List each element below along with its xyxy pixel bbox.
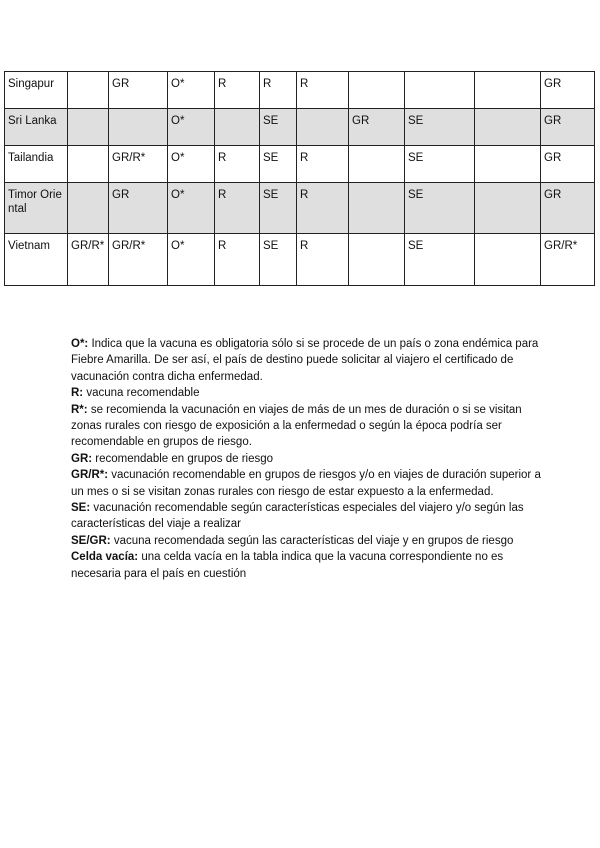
vaccine-cell xyxy=(405,72,475,109)
legend-text: Indica que la vacuna es obligatoria sólo si se procede de un país o zona endémica para Fiebre Amarilla. De ser así, el país de destino puede solicitar al viajero el certificado de vacunación contra dicha enfermedad. xyxy=(71,338,539,383)
vaccine-cell xyxy=(349,72,405,109)
legend xyxy=(71,336,541,582)
vaccine-cell: SE xyxy=(405,109,475,146)
legend-term: Celda vacía: xyxy=(71,551,139,564)
vaccine-cell xyxy=(297,109,349,146)
vaccine-cell: R xyxy=(297,234,349,286)
vaccine-cell: R xyxy=(215,72,260,109)
legend-text: recomendable en grupos de riesgo xyxy=(92,452,274,465)
vaccine-cell xyxy=(349,183,405,234)
legend-term: SE/GR: xyxy=(71,534,111,547)
vaccine-cell xyxy=(109,109,168,146)
vaccine-cell: GR xyxy=(349,109,405,146)
vaccine-cell: R xyxy=(297,146,349,183)
vaccine-cell: SE xyxy=(260,146,297,183)
vaccine-cell: O* xyxy=(168,72,215,109)
table-row xyxy=(5,72,595,109)
legend-item xyxy=(71,451,541,467)
vaccine-cell: SE xyxy=(260,234,297,286)
legend-term: SE: xyxy=(71,502,91,515)
legend-term: O*: xyxy=(71,338,89,350)
legend-item xyxy=(71,549,541,582)
legend-term: R: xyxy=(71,387,84,400)
vaccine-cell: O* xyxy=(168,183,215,234)
vaccine-cell: R xyxy=(260,72,297,109)
vaccine-cell xyxy=(349,146,405,183)
vaccine-cell: O* xyxy=(168,109,215,146)
table-row xyxy=(5,234,595,286)
legend-item xyxy=(71,500,541,533)
vaccine-cell: GR xyxy=(109,183,168,234)
country-cell: Timor Oriental xyxy=(5,183,68,234)
vaccine-cell: R xyxy=(297,72,349,109)
vaccine-cell: GR/R* xyxy=(109,146,168,183)
vaccine-cell: SE xyxy=(260,109,297,146)
country-cell: Vietnam xyxy=(5,234,68,286)
vaccine-cell: SE xyxy=(405,234,475,286)
vaccine-cell: GR xyxy=(109,72,168,109)
vaccine-cell: GR/R* xyxy=(541,234,595,286)
vaccine-cell: GR xyxy=(541,146,595,183)
vaccine-cell: GR xyxy=(541,72,595,109)
legend-text: se recomienda la vacunación en viajes de más de un mes de duración o si se visitan zonas rurales con riesgo de exposición a la enfermedad o según la época podría ser recomendable en grupos de riesgo. xyxy=(71,403,522,449)
legend-text: vacunación recomendable según características especiales del viajero y/o según las características del viaje a realizar xyxy=(71,502,524,531)
vaccine-cell xyxy=(475,183,541,234)
vaccine-cell: GR/R* xyxy=(109,234,168,286)
table-row xyxy=(5,109,595,146)
country-cell: Tailandia xyxy=(5,146,68,183)
vaccine-cell xyxy=(349,234,405,286)
table-row xyxy=(5,183,595,234)
country-cell: Singapur xyxy=(5,72,68,109)
vaccine-cell xyxy=(475,146,541,183)
legend-item xyxy=(71,402,541,451)
vaccine-cell: R xyxy=(215,146,260,183)
vaccine-cell: SE xyxy=(405,183,475,234)
vaccine-cell: GR xyxy=(541,109,595,146)
vaccine-cell: SE xyxy=(260,183,297,234)
vaccine-cell xyxy=(215,109,260,146)
legend-text: una celda vacía en la tabla indica que la vacuna correspondiente no es necesaria para el país en cuestión xyxy=(71,551,504,580)
vaccine-cell xyxy=(475,72,541,109)
vaccine-cell xyxy=(68,183,109,234)
vaccine-cell: R xyxy=(215,234,260,286)
legend-item xyxy=(71,385,541,401)
vaccination-table xyxy=(4,71,595,286)
vaccine-cell xyxy=(68,109,109,146)
legend-item xyxy=(71,533,541,549)
vaccine-cell xyxy=(68,146,109,183)
legend-item xyxy=(71,467,541,500)
country-cell: Sri Lanka xyxy=(5,109,68,146)
table-row xyxy=(5,146,595,183)
legend-item xyxy=(71,336,541,385)
vaccine-cell: O* xyxy=(168,234,215,286)
legend-term: R*: xyxy=(71,403,88,416)
vaccine-cell: R xyxy=(215,183,260,234)
vaccine-cell: R xyxy=(297,183,349,234)
vaccine-cell xyxy=(475,109,541,146)
vaccine-cell xyxy=(68,72,109,109)
legend-term: GR: xyxy=(71,452,93,465)
vaccine-cell xyxy=(475,234,541,286)
vaccine-cell: O* xyxy=(168,146,215,183)
vaccine-cell: GR/R* xyxy=(68,234,109,286)
vaccine-cell: SE xyxy=(405,146,475,183)
legend-term: GR/R*: xyxy=(71,469,109,482)
legend-text: vacuna recomendada según las características del viaje y en grupos de riesgo xyxy=(110,534,514,547)
vaccine-cell: GR xyxy=(541,183,595,234)
legend-text: vacuna recomendable xyxy=(83,387,200,400)
legend-text: vacunación recomendable en grupos de riesgos y/o en viajes de duración superior a un mes o si se visitan zonas rurales con riesgo de estar expuesto a la enfermedad. xyxy=(71,469,541,498)
